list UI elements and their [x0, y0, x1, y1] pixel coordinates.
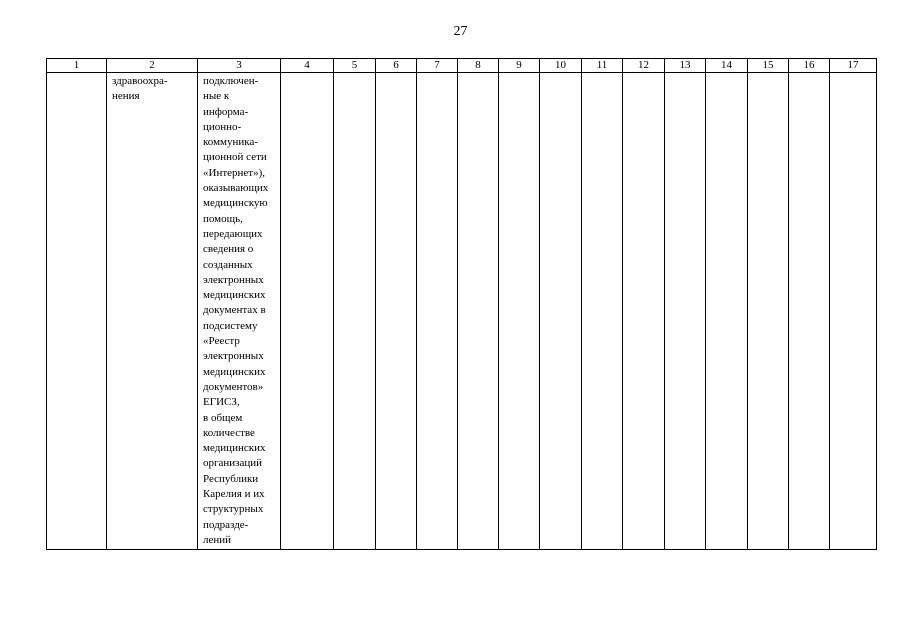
table-cell-col6	[376, 73, 417, 550]
text-line: «Интернет»),	[203, 166, 266, 179]
text-line: электронных	[203, 273, 264, 286]
table-cell-col5	[334, 73, 376, 550]
text-line: в общем	[203, 411, 243, 424]
column-header: 11	[582, 59, 623, 73]
column-header: 15	[748, 59, 789, 73]
text-line: ционно-	[203, 120, 242, 133]
table-cell-col4	[281, 73, 334, 550]
column-header: 14	[706, 59, 748, 73]
text-line: оказывающих	[203, 182, 269, 195]
text-line: нения	[112, 90, 140, 103]
table-cell-col3	[198, 73, 281, 550]
table-cell-col7	[417, 73, 458, 550]
text-line: сведения о	[203, 243, 254, 256]
text-line: документах в	[203, 304, 266, 317]
column-header: 2	[107, 59, 198, 73]
text-line: коммуника-	[203, 136, 258, 149]
table-cell-col13	[665, 73, 706, 550]
column-header: 10	[540, 59, 582, 73]
text-line: количестве	[203, 426, 255, 439]
column-header: 17	[830, 59, 877, 73]
text-line: подключен-	[203, 75, 259, 87]
table-cell-col12	[623, 73, 665, 550]
text-line: медицинскую	[203, 197, 268, 210]
column-header: 9	[499, 59, 540, 73]
table-cell-col8	[458, 73, 499, 550]
text-line: структурных	[203, 503, 264, 516]
table-row	[47, 73, 877, 550]
text-line: Республики	[203, 472, 259, 485]
table-cell-col15	[748, 73, 789, 550]
text-line: информа-	[203, 105, 249, 118]
text-line: документов»	[203, 380, 264, 393]
table-cell-col9	[499, 73, 540, 550]
text-line: ные к	[203, 90, 230, 103]
text-line: здравоохра-	[112, 75, 168, 87]
table-cell-col2	[107, 73, 198, 550]
column-header: 4	[281, 59, 334, 73]
page-number: 27	[453, 24, 468, 39]
column-header: 16	[789, 59, 830, 73]
text-line: Карелия и их	[203, 488, 265, 501]
table-cell-col11	[582, 73, 623, 550]
cell-text-col3	[198, 73, 280, 548]
text-line: созданных	[203, 258, 253, 271]
table-cell-col17	[830, 73, 877, 550]
text-line: электронных	[203, 350, 264, 363]
column-header: 8	[458, 59, 499, 73]
text-line: лений	[203, 533, 232, 546]
text-line: передающих	[203, 227, 263, 240]
column-header: 13	[665, 59, 706, 73]
column-header: 5	[334, 59, 376, 73]
table-cell-col1	[47, 73, 107, 550]
table-header-row	[47, 59, 877, 73]
text-line: медицинских	[203, 442, 266, 455]
text-line: организаций	[203, 457, 263, 470]
column-header: 3	[198, 59, 281, 73]
text-line: медицинских	[203, 289, 266, 302]
table-cell-col14	[706, 73, 748, 550]
table-cell-col16	[789, 73, 830, 550]
column-header: 1	[47, 59, 107, 73]
column-header: 7	[417, 59, 458, 73]
text-line: «Реестр	[203, 335, 240, 348]
text-line: ционной сети	[203, 151, 267, 164]
document-table	[46, 58, 877, 550]
table-cell-col10	[540, 73, 582, 550]
text-line: ЕГИСЗ,	[203, 396, 240, 409]
cell-text-col2	[107, 73, 197, 105]
column-header: 12	[623, 59, 665, 73]
text-line: помощь,	[203, 212, 243, 225]
text-line: подразде-	[203, 518, 249, 531]
text-line: подсистему	[203, 319, 258, 332]
column-header: 6	[376, 59, 417, 73]
text-line: медицинских	[203, 365, 266, 378]
